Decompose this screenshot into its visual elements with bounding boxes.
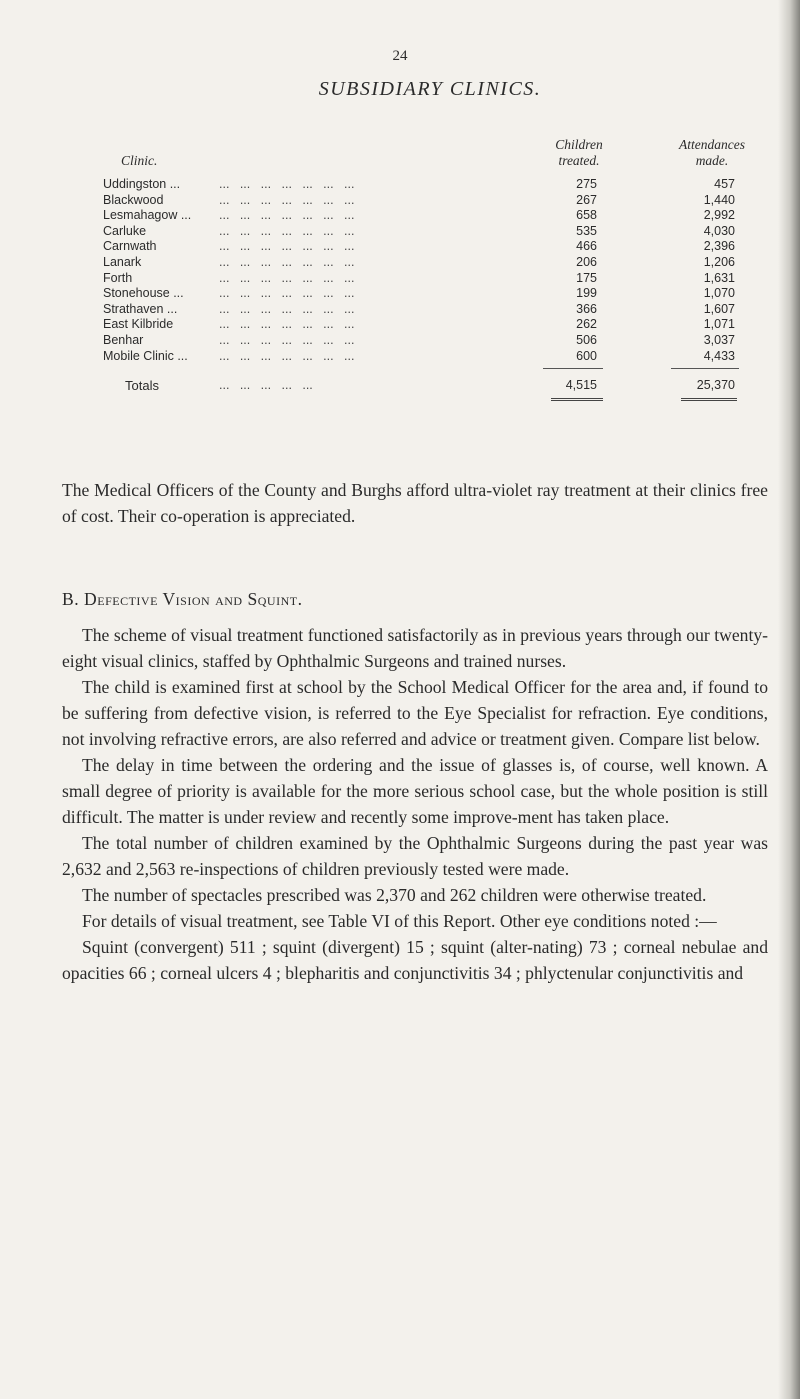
children-treated-value: 199 — [576, 286, 597, 301]
paragraph: For details of visual treatment, see Table VI of this Report. Other eye conditions noted :— — [82, 911, 717, 931]
header-attendances-line2: made. — [695, 153, 729, 168]
leader-dots: ... ... ... ... ... ... ... — [219, 270, 355, 285]
attendances-value: 1,607 — [703, 301, 735, 316]
clinic-name: Strathaven ... — [103, 301, 178, 316]
clinic-name: Benhar — [103, 332, 144, 347]
paragraph: The delay in time between the ordering and the issue of glasses is, of course, well known. A small degree of priority is available for the more serious school case, but the whole position is still difficult. The matter is under review and recently some improve-ment has taken place. — [62, 755, 768, 827]
attendances-value: 1,206 — [703, 254, 735, 269]
clinic-name: Lesmahagow ... — [103, 208, 192, 223]
children-treated-value: 366 — [576, 301, 597, 316]
clinic-name: Uddingston ... — [103, 177, 181, 191]
clinic-name: East Kilbride — [103, 317, 174, 332]
table-row — [103, 239, 763, 255]
table-row — [103, 208, 763, 224]
header-children-line2: treated. — [558, 153, 600, 168]
attendances-value: 1,070 — [703, 286, 735, 301]
vision-paragraphs — [62, 622, 768, 986]
paragraph: Squint (convergent) 511 ; squint (divergent) 15 ; squint (alter-nating) 73 ; corneal nebulae and opacities 66 ; corneal ulcers 4 ; blepharitis and conjunctivitis 34 ; phlyctenular conjunctivitis and — [62, 937, 768, 983]
totals-row — [103, 378, 763, 396]
table-row — [103, 349, 763, 365]
sum-rule — [103, 364, 763, 374]
paragraph: The child is examined first at school by the School Medical Officer for the area and, if found to be suffering from defective vision, is referred to the Eye Specialist for refraction. Eye conditions, not involving refractive errors, are also referred and advice or treatment given. Compare list below. — [62, 677, 768, 749]
paragraph: The scheme of visual treatment functioned satisfactorily as in previous years through our twenty-eight visual clinics, staffed by Ophthalmic Surgeons and trained nurses. — [62, 625, 768, 671]
header-attendances-made — [657, 137, 767, 169]
leader-dots: ... ... ... ... ... ... ... — [219, 348, 355, 363]
children-treated-value: 206 — [576, 254, 597, 269]
table-row — [103, 224, 763, 240]
header-children-treated — [529, 137, 629, 169]
total-children-treated: 4,515 — [565, 378, 597, 393]
attendances-value: 4,433 — [703, 348, 735, 363]
paragraph: The number of spectacles prescribed was 2,370 and 262 children were otherwise treated. — [82, 885, 707, 905]
page-number: 24 — [392, 48, 408, 64]
clinic-name: Blackwood — [103, 192, 164, 207]
clinic-name: Forth — [103, 270, 133, 285]
double-rule-line — [551, 398, 603, 401]
children-treated-value: 658 — [576, 208, 597, 223]
section-title: SUBSIDIARY CLINICS. — [318, 78, 542, 100]
children-treated-value: 175 — [576, 270, 597, 285]
children-treated-value: 535 — [576, 223, 597, 238]
section-heading-b: B. Defective Vision and Squint. — [62, 589, 303, 609]
header-children-line1: Children — [555, 137, 603, 152]
table-row — [103, 317, 763, 333]
attendances-value: 2,992 — [703, 208, 735, 223]
attendances-value: 1,440 — [703, 192, 735, 207]
leader-dots: ... ... ... ... ... ... ... — [219, 301, 355, 316]
paragraph: The Medical Officers of the County and Burghs afford ultra-violet ray treatment at their clinics free of cost. Their co-operation is appreciated. — [62, 480, 768, 526]
leader-dots: ... ... ... ... ... ... ... — [219, 177, 355, 191]
children-treated-value: 466 — [576, 239, 597, 254]
header-attendances-line1: Attendances — [679, 137, 745, 152]
leader-dots: ... ... ... ... ... ... ... — [219, 254, 355, 269]
children-treated-value: 262 — [576, 317, 597, 332]
children-treated-value: 267 — [576, 192, 597, 207]
leader-dots: ... ... ... ... ... ... ... — [219, 208, 355, 223]
table-row — [103, 271, 763, 287]
table-body — [103, 177, 763, 364]
header-clinic: Clinic. — [121, 153, 158, 168]
paragraph: The total number of children examined by the Ophthalmic Surgeons during the past year was 2,632 and 2,563 re-inspections of children previously tested were made. — [62, 833, 768, 879]
leader-dots: ... ... ... ... ... ... ... — [219, 239, 355, 254]
double-rule-line — [681, 398, 737, 401]
attendances-value: 457 — [714, 177, 735, 191]
table-row — [103, 177, 763, 193]
rule-line — [543, 368, 603, 369]
children-treated-value: 275 — [576, 177, 597, 191]
leader-dots: ... ... ... ... ... ... ... — [219, 223, 355, 238]
rule-line — [671, 368, 739, 369]
attendances-value: 3,037 — [703, 332, 735, 347]
page-edge-shadow — [778, 0, 800, 1399]
uv-paragraph-block — [62, 477, 768, 529]
attendances-value: 4,030 — [703, 223, 735, 238]
attendances-value: 1,631 — [703, 270, 735, 285]
leader-dots: ... ... ... ... ... ... ... — [219, 332, 355, 347]
children-treated-value: 506 — [576, 332, 597, 347]
attendances-value: 2,396 — [703, 239, 735, 254]
clinic-name: Carluke — [103, 223, 147, 238]
clinic-name: Lanark — [103, 254, 142, 269]
table-row — [103, 255, 763, 271]
children-treated-value: 600 — [576, 348, 597, 363]
leader-dots: ... ... ... ... ... ... ... — [219, 317, 355, 332]
leader-dots: ... ... ... ... ... — [219, 378, 313, 393]
table-header — [103, 137, 763, 171]
total-attendances: 25,370 — [696, 378, 735, 393]
clinic-name: Stonehouse ... — [103, 286, 184, 301]
table-row — [103, 333, 763, 349]
clinics-table — [103, 137, 763, 404]
totals-label: Totals — [125, 378, 159, 394]
leader-dots: ... ... ... ... ... ... ... — [219, 286, 355, 301]
clinic-name: Carnwath — [103, 239, 157, 254]
table-row — [103, 286, 763, 302]
clinic-name: Mobile Clinic ... — [103, 348, 188, 363]
table-row — [103, 193, 763, 209]
leader-dots: ... ... ... ... ... ... ... — [219, 192, 355, 207]
table-row — [103, 302, 763, 318]
double-rule — [103, 396, 763, 404]
attendances-value: 1,071 — [703, 317, 735, 332]
